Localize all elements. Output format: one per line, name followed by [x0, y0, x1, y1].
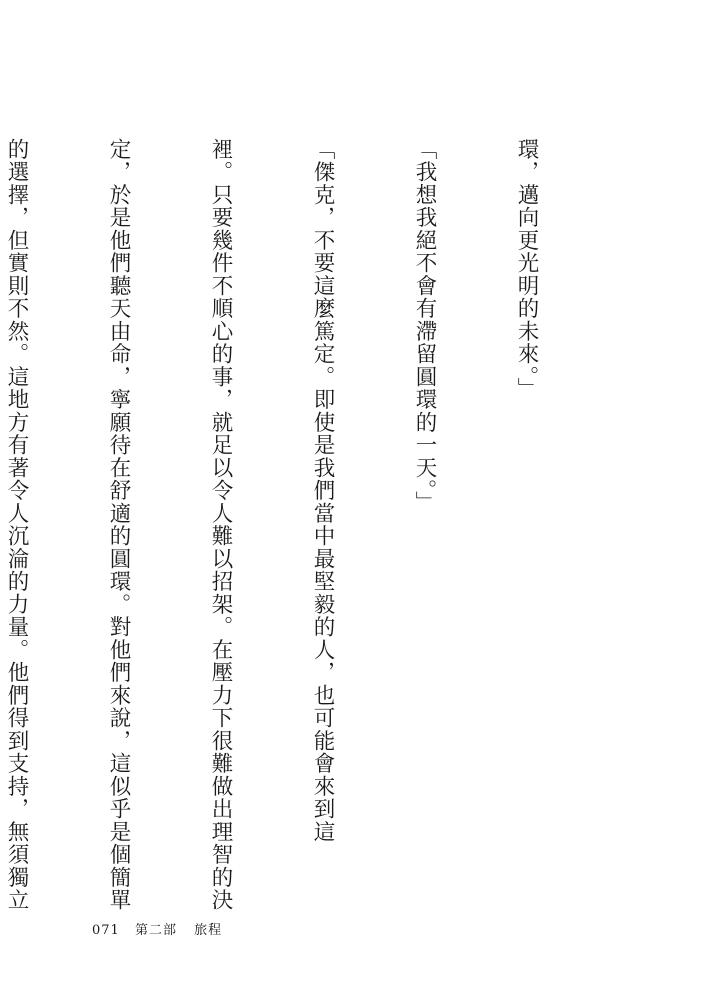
text-column: 「我想我絕不會有滯留圓環的一天。」 — [412, 138, 437, 514]
page-number: 071 — [92, 923, 120, 938]
text-column: 環，邁向更光明的未來。」 — [514, 138, 539, 401]
part-label: 第二部 — [134, 923, 177, 938]
text-column: 定，於是他們聽天由命，寧願待在舒適的圓環。對他們來說，這似乎是個簡單 — [106, 138, 131, 912]
page-footer — [92, 919, 222, 938]
chapter-label: 旅程 — [194, 923, 223, 938]
text-column: 的選擇，但實則不然。這地方有著令人沉淪的力量。他們得到支持，無須獨立 — [4, 138, 29, 912]
text-column: 裡。只要幾件不順心的事，就足以令人難以招架。在壓力下很難做出理智的決 — [208, 138, 233, 912]
text-column: 「傑克，不要這麼篤定。即使是我們當中最堅毅的人，也可能會來到這 — [310, 138, 335, 844]
body-text — [0, 138, 611, 912]
